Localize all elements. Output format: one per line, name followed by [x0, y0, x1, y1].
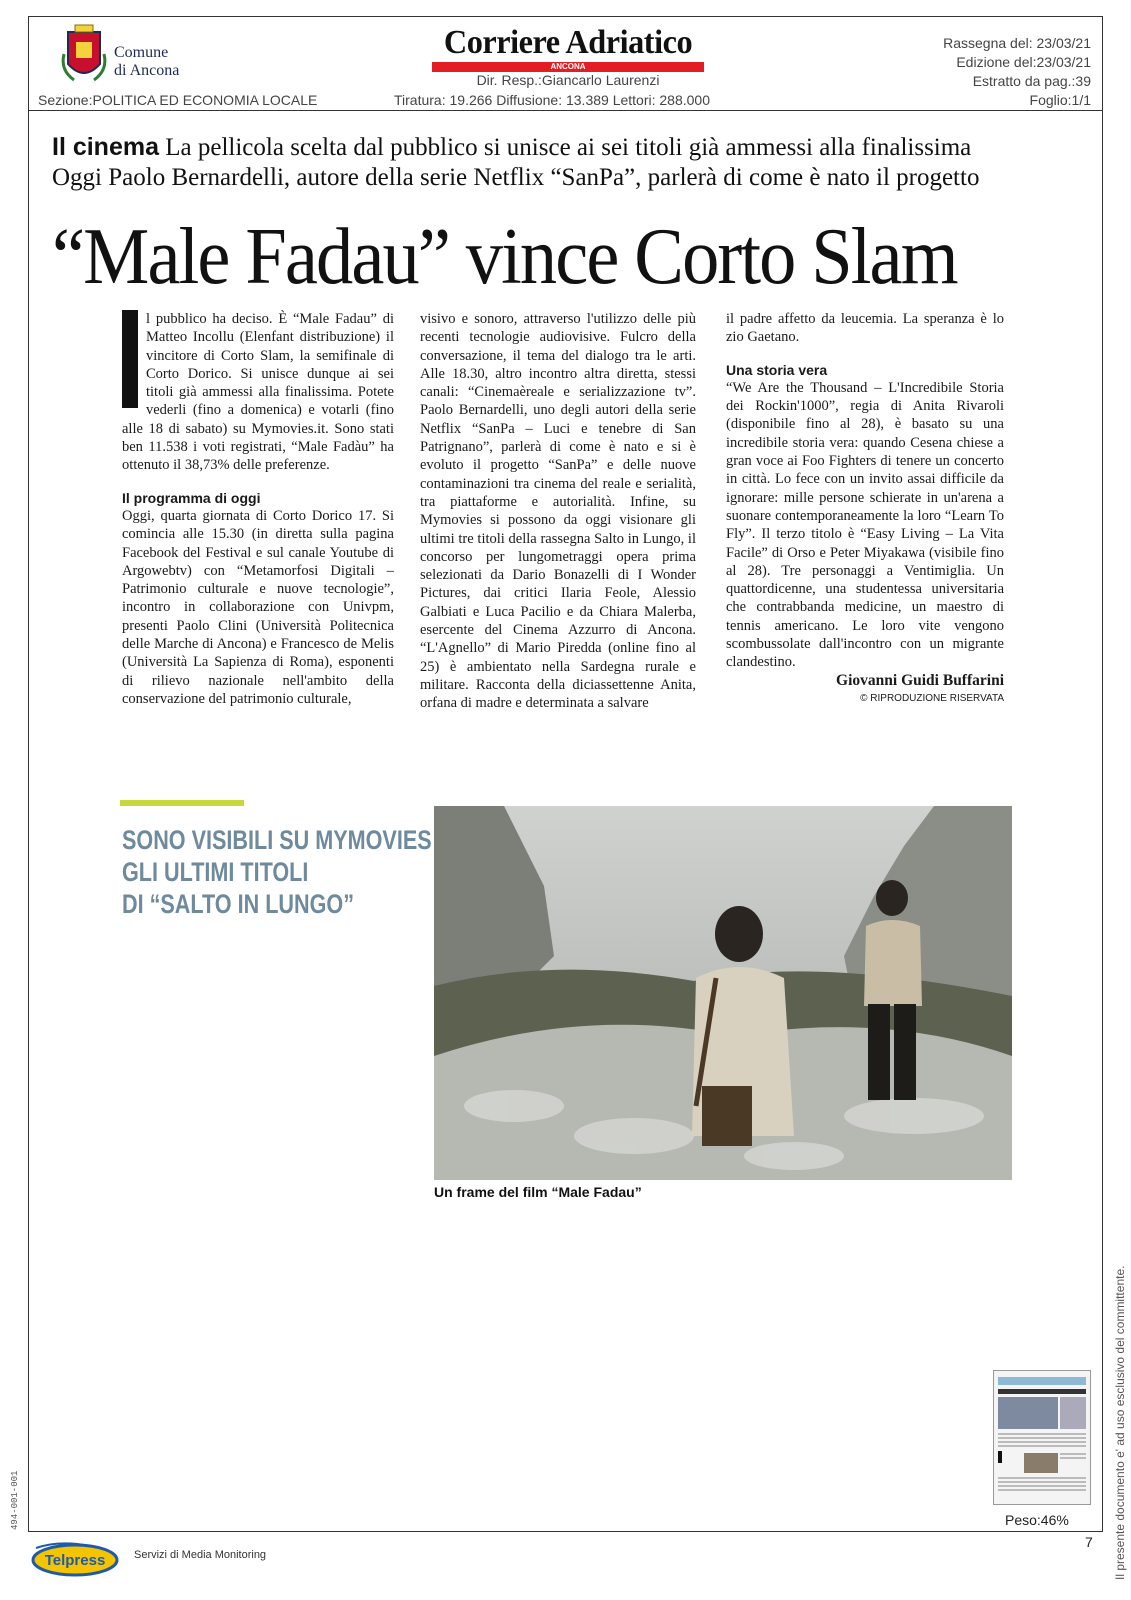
masthead-sub: ANCONA [432, 62, 704, 72]
comune-name [114, 44, 179, 80]
page-thumbnail[interactable] [993, 1370, 1091, 1505]
thumbnail-preview [994, 1371, 1090, 1504]
kicker-line2: Oggi Paolo Bernardelli, autore della serie Netflix “SanPa”, parlerà di come è nato il progetto [52, 164, 980, 191]
copyright: © RIPRODUZIONE RISERVATA [860, 692, 1004, 704]
foglio: Foglio:1/1 [1029, 92, 1091, 108]
pull-line1: SONO VISIBILI SU MYMOVIES [122, 825, 432, 855]
usage-note: Il presente documento e' ad uso esclusivo del committente. [1113, 1265, 1127, 1580]
kicker-label: Il cinema [52, 133, 159, 161]
pull-line2: GLI ULTIMI TITOLI [122, 857, 309, 887]
dropcap [122, 310, 138, 408]
col1-paragraph1: l pubblico ha deciso. È “Male Fadau” di Matteo Incollu (Elenfant distribuzione) il vincitore di Corto Slam, la semifinale di Corto Dorico. Si unisce dunque ai sei titoli già ammessi alla finalissima. Potete vederli (fino a domenica) e votarli (fino alle 18 di sabato) su Mymovies.it. Sono stati ben 11.538 i voti registrati, “Male Fadàu” ha ottenuto il 38,73% delle preferenze. [122, 311, 394, 474]
article-kicker [52, 132, 1092, 193]
document-code: 494-001-001 [10, 1470, 20, 1530]
pull-line3: DI “SALTO IN LUNGO” [122, 889, 354, 919]
article-column-1 [122, 310, 394, 708]
accent-rule [120, 800, 244, 806]
col3-paragraph2: “We Are the Thousand – L'Incredibile Storia dei Rockin'1000”, regia di Anita Rivaroli (disponibile fino al 28), è basato su una incredibile storia vera: quando Cesena chiese a gran voce ai Foo Fighters di tenere un concerto in città. Lo fece con un invito assai difficile da ignorare: mille persone schierate in un'arena a suonare contemporaneamente la loro “Learn To Fly”. Il terzo titolo è “Easy Living – La Vita Facile” di Orso e Peter Miyakawa (visibile fino al 28). Tre personaggi a Ventimiglia. Un quattordicenne, una studentessa universitaria che contrabbanda medicine, un maestro di tennis americano. Le loro vite vengono scombussolate dall'incontro con un migrante clandestino. [726, 379, 1004, 671]
photo-caption: Un frame del film “Male Fadau” [434, 1184, 642, 1200]
section-label: Sezione:POLITICA ED ECONOMIA LOCALE [38, 92, 318, 108]
pull-quote [122, 824, 432, 920]
footer-service-label: Servizi di Media Monitoring [134, 1549, 267, 1561]
estratto-page: Estratto da pag.:39 [972, 73, 1091, 89]
kicker-text1: La pellicola scelta dal pubblico si unisce ai sei titoli già ammessi alla finalissima [159, 134, 972, 161]
telpress-logo-icon [30, 1538, 120, 1578]
weight-percent: Peso:46% [1005, 1512, 1069, 1528]
article-column-3 [726, 310, 1004, 708]
col3-paragraph1: il padre affetto da leucemia. La speranza è lo zio Gaetano. [726, 311, 1004, 346]
masthead-title: Corriere Adriatico [443, 24, 693, 61]
film-frame-photo [434, 806, 1012, 1180]
telpress-logo-text: Telpress [44, 1552, 106, 1569]
director-line: Dir. Resp.:Giancarlo Laurenzi [476, 72, 660, 88]
photo-illustration [434, 806, 1012, 1180]
comune-line1: Comune [114, 44, 169, 61]
subheading-storia: Una storia vera [726, 361, 828, 378]
header-divider [28, 110, 1103, 111]
edizione-date: Edizione del:23/03/21 [956, 54, 1091, 70]
circulation-line: Tiratura: 19.266 Diffusione: 13.389 Lettori: 288.000 [394, 92, 710, 108]
article-column-2 [420, 310, 696, 713]
comune-line2: di Ancona [114, 62, 180, 79]
rassegna-date: Rassegna del: 23/03/21 [943, 35, 1091, 51]
review-info [943, 34, 1091, 110]
page-title: “Male Fadau” vince Corto Slam [52, 213, 957, 301]
kicker-line1 [52, 132, 1092, 163]
col1-paragraph2: Oggi, quarta giornata di Corto Dorico 17. Si comincia alle 15.30 (in diretta sulla pagina Facebook del Festival e sul canale Youtube di Argowebtv) con “Metamorfosi Digitali – Patrimonio culturale e nuove tecnologie”, incontro in collaborazione con Univpm, presenti Paolo Clini (Università Politecnica delle Marche di Ancona) e Francesco de Melis (Università La Sapienza di Roma), esponenti di rilievo nazionale nell'ambito della conservazione del patrimonio culturale, [122, 507, 394, 707]
col2-paragraph1: visivo e sonoro, attraverso l'utilizzo delle più recenti tecnologie audiovisive. Fulcro della conversazione, il tema del dialogo tra le arti. Alle 18.30, altro incontro altra diretta, stessi canali: “Cinemaèreale e serializzazione tv”. Paolo Bernardelli, uno degli autori della serie Netflix “SanPa – Luci e tenebre di San Patrignano”, parlerà di come è nato e si è evoluto il progetto “SanPa” e delle nuove contaminazioni tra cinema del reale e serialità, tra piattaforme e autorialità. Infine, su Mymovies si possono da oggi visionare gli ultimi tre titoli della rassegna Salto in Lungo, il concorso per lungometraggi opera prima selezionati da Dario Bonazelli di I Wonder Pictures, dai critici Ilaria Feole, Alessio Galbiati e Luca Pacilio e da Chiara Malerba, esercente del Cinema Azzurro di Ancona. “L'Agnello” di Mario Piredda (online fino al 25) è ambientato nella Sardegna rurale e militare. Racconta della diciassettenne Anita, orfana di madre e determinata a salvare [420, 311, 696, 712]
page-number: 7 [1085, 1534, 1093, 1550]
masthead [432, 24, 704, 72]
byline: Giovanni Guidi Buffarini [836, 671, 1004, 689]
comune-crest-icon [58, 24, 110, 86]
subheading-programma: Il programma di oggi [122, 489, 261, 506]
